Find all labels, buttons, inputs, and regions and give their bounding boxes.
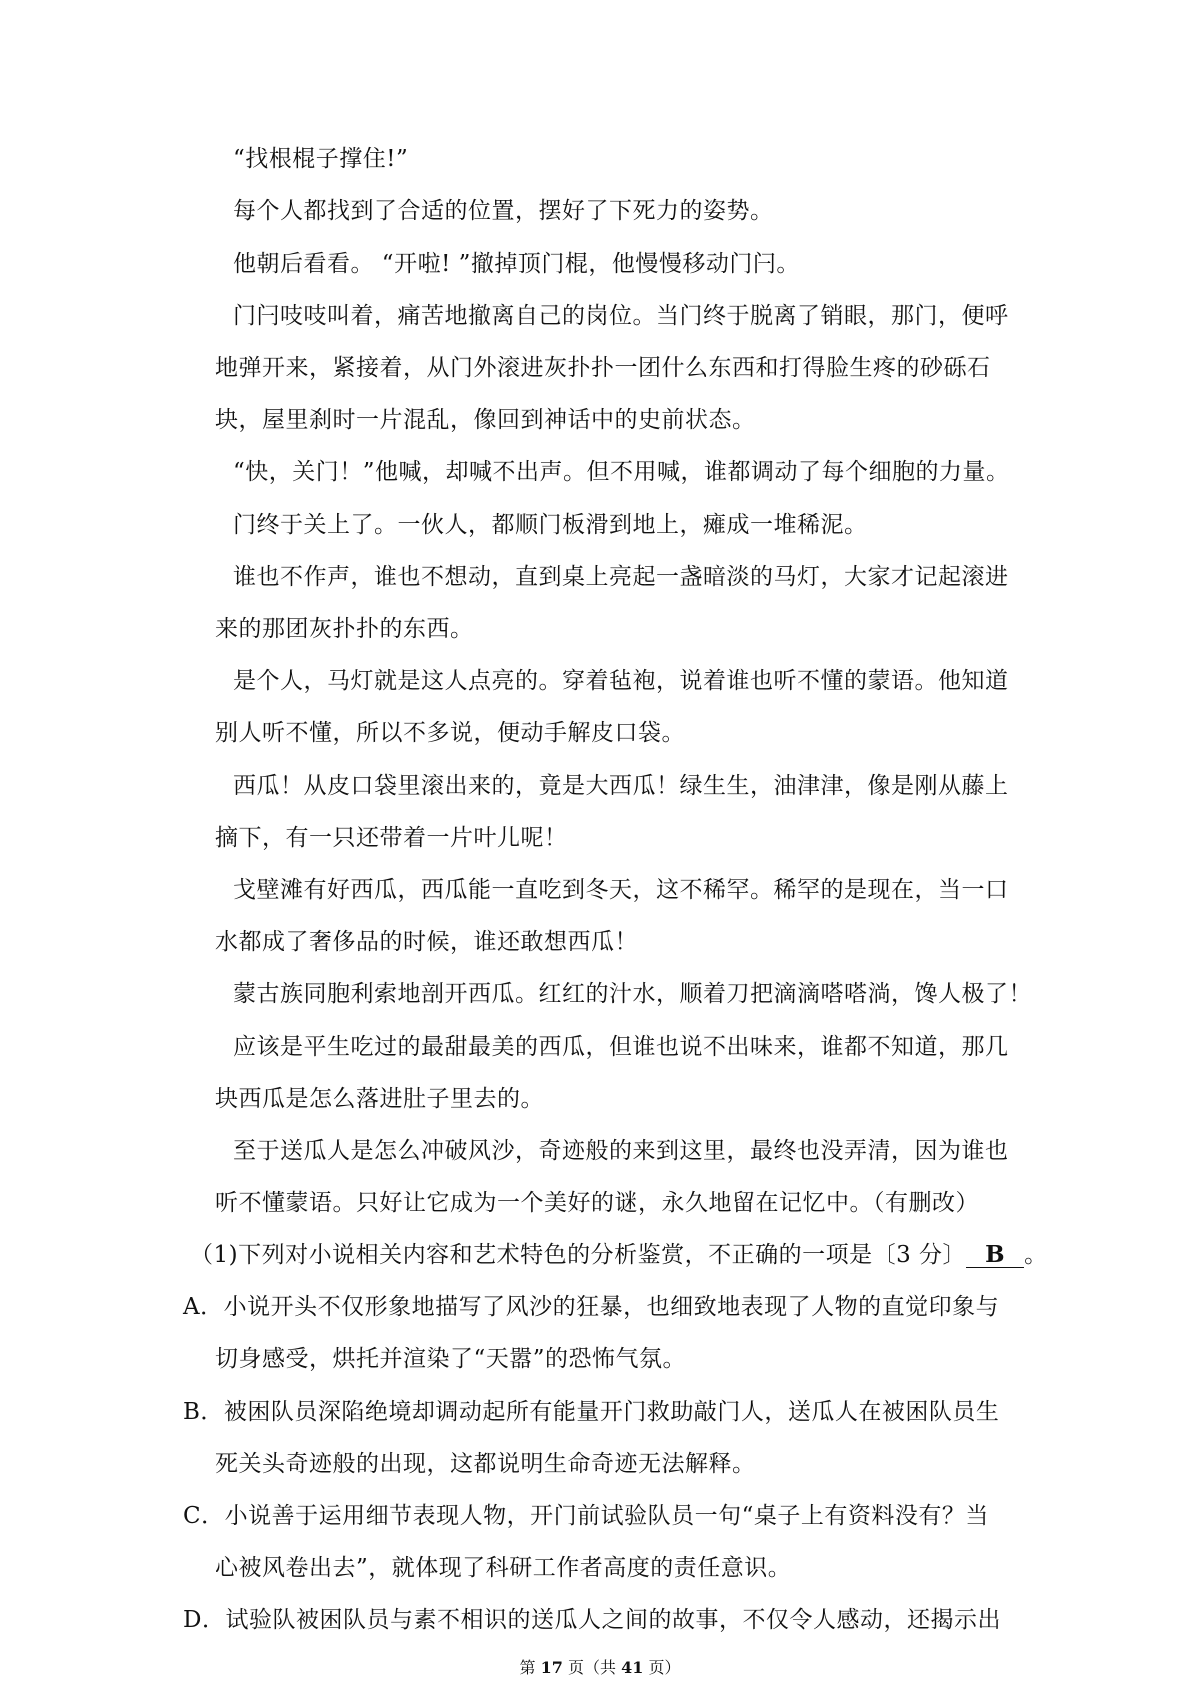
passage-line: 块西瓜是怎么落进肚子里去的。 — [215, 1086, 544, 1112]
option-b-continuation: 死关头奇迹般的出现，这都说明生命奇迹无法解释。 — [215, 1451, 756, 1477]
question-stem — [190, 1240, 1048, 1270]
passage-line: 地弹开来，紧接着，从门外滚进灰扑扑一团什么东西和打得脸生疼的砂砾石 — [215, 355, 991, 381]
option-c — [183, 1501, 989, 1531]
passage-line: 来的那团灰扑扑的东西。 — [215, 616, 474, 642]
option-c-continuation: 心被风卷出去”，就体现了科研工作者高度的责任意识。 — [215, 1555, 792, 1581]
passage-line: 蒙古族同胞利索地剖开西瓜。红红的汁水，顺着刀把滴滴嗒嗒淌，馋人极了！ — [233, 981, 1032, 1007]
passage-line: 听不懂蒙语。只好让它成为一个美好的谜，永久地留在记忆中。（有删改） — [215, 1190, 979, 1216]
option-d-label: D． — [183, 1607, 226, 1633]
passage-line: 谁也不作声，谁也不想动，直到桌上亮起一盏暗淡的马灯，大家才记起滚进 — [233, 564, 1009, 590]
passage-line: 门终于关上了。一伙人，都顺门板滑到地上，瘫成一堆稀泥。 — [233, 512, 868, 538]
option-b-label: B． — [183, 1399, 224, 1425]
passage-line: 水都成了奢侈品的时候，谁还敢想西瓜！ — [215, 929, 638, 955]
passage-line: 门闩吱吱叫着，痛苦地撤离自己的岗位。当门终于脱离了销眼，那门，便呼 — [233, 303, 1009, 329]
passage-line: 应该是平生吃过的最甜最美的西瓜，但谁也说不出味来，谁都不知道，那几 — [233, 1034, 1009, 1060]
passage-line: 摘下，有一只还带着一片叶儿呢！ — [215, 825, 568, 851]
passage-line: 每个人都找到了合适的位置，摆好了下死力的姿势。 — [233, 198, 774, 224]
passage-line: “快，关门！”他喊，却喊不出声。但不用喊，谁都调动了每个细胞的力量。 — [233, 459, 1010, 485]
answer-blank: B — [966, 1243, 1024, 1268]
footer-middle: 页（共 — [567, 1658, 616, 1677]
passage-line: 西瓜！从皮口袋里滚出来的，竟是大西瓜！绿生生，油津津，像是刚从藤上 — [233, 773, 1009, 799]
total-pages: 41 — [621, 1658, 644, 1677]
option-a-text: 小说开头不仅形象地描写了风沙的狂暴，也细致地表现了人物的直觉印象与 — [223, 1294, 1000, 1320]
option-c-text: 小说善于运用细节表现人物，开门前试验队员一句“桌子上有资料没有？当 — [224, 1503, 989, 1529]
footer-suffix: 页） — [648, 1658, 681, 1677]
passage-line: 是个人，马灯就是这人点亮的。穿着毡袍，说着谁也听不懂的蒙语。他知道 — [233, 668, 1009, 694]
passage-line: 块，屋里刹时一片混乱，像回到神话中的史前状态。 — [215, 407, 756, 433]
option-b — [183, 1397, 999, 1427]
footer-prefix: 第 — [519, 1658, 536, 1677]
option-d — [183, 1605, 1001, 1635]
option-a-label: A． — [183, 1294, 224, 1320]
passage-line: 别人听不懂，所以不多说，便动手解皮口袋。 — [215, 720, 685, 746]
page-footer — [0, 1658, 1200, 1678]
option-b-text: 被困队员深陷绝境却调动起所有能量开门救助敲门人，送瓜人在被困队员生 — [223, 1399, 1000, 1425]
option-d-text: 试验队被困队员与素不相识的送瓜人之间的故事，不仅令人感动，还揭示出 — [225, 1607, 1001, 1633]
page-number: 17 — [540, 1658, 563, 1677]
passage-line: 他朝后看看。 “开啦! ”撤掉顶门棍，他慢慢移动门闩。 — [233, 251, 800, 277]
passage-line: 至于送瓜人是怎么冲破风沙，奇迹般的来到这里，最终也没弄清，因为谁也 — [233, 1138, 1009, 1164]
question-end: 。 — [1024, 1242, 1048, 1268]
passage-line: “找根棍子撑住!” — [233, 146, 409, 172]
option-c-label: C． — [183, 1503, 225, 1529]
option-a — [183, 1292, 999, 1322]
passage-line: 戈壁滩有好西瓜，西瓜能一直吃到冬天，这不稀罕。稀罕的是现在，当一口 — [233, 877, 1009, 903]
question-text: （1)下列对小说相关内容和艺术特色的分析鉴赏，不正确的一项是〔3 分〕 — [190, 1242, 967, 1268]
option-a-continuation: 切身感受，烘托并渲染了“天嚣”的恐怖气氛。 — [215, 1346, 687, 1372]
